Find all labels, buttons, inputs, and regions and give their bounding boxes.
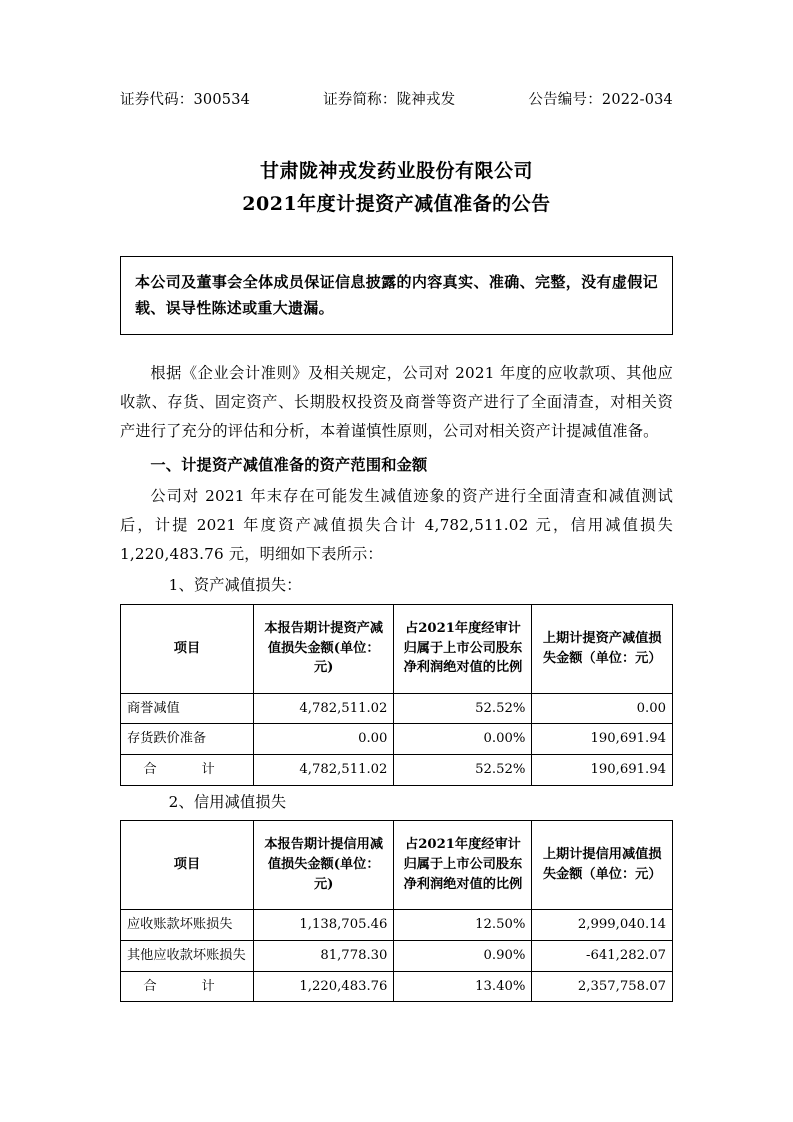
table-header-row [121,821,673,910]
scope-paragraph: 公司对 2021 年末存在可能发生减值迹象的资产进行全面清查和减值测试后，计提 2021 年度资产减值损失合计 4,782,511.02 元，信用减值损失 1,220,483.76 元，明细如下表所示： [120,486,673,564]
table2-row1-ratio: 0.90% [394,940,532,971]
table-row [121,693,673,724]
table1-row0-prior: 0.00 [532,693,673,724]
table2-row2-label: 合 计 [121,971,254,1002]
table2-row2-ratio: 13.40% [394,971,532,1002]
table2-row2-prior: 2,357,758.07 [532,971,673,1002]
section-one-heading: 一、计提资产减值准备的资产范围和金额 [150,455,428,474]
table1-row1-prior: 190,691.94 [532,724,673,755]
table1-row2-ratio: 52.52% [394,755,532,786]
table-row [121,940,673,971]
table1-row2-current: 4,782,511.02 [253,755,394,786]
table2-header-ratio: 占2021年度经审计归属于上市公司股东净利润绝对值的比例 [394,821,532,910]
table2-row1-current: 81,778.30 [253,940,394,971]
security-code: 证券代码：300534 [120,92,251,108]
table1-header-ratio: 占2021年度经审计归属于上市公司股东净利润绝对值的比例 [394,604,532,693]
security-abbreviation: 证券简称：陇神戎发 [323,92,456,108]
table1-row2-prior: 190,691.94 [532,755,673,786]
table2-row2-current: 1,220,483.76 [253,971,394,1002]
intro-paragraph: 根据《企业会计准则》及相关规定，公司对 2021 年度的应收款项、其他应收款、存货、固定资产、长期股权投资及商誉等资产进行了全面清查，对相关资产进行了充分的评估和分析，本着谨慎性原则，公司对相关资产计提减值准备。 [120,364,673,441]
table1-row1-current: 0.00 [253,724,394,755]
company-name: 甘肃陇神戎发药业股份有限公司 [259,160,533,182]
table1-header-prior: 上期计提资产减值损失金额（单位：元） [532,604,673,693]
table1-header-item: 项目 [121,604,254,693]
document-title [120,155,673,222]
table2-row0-prior: 2,999,040.14 [532,910,673,941]
subsection-credit-impairment-heading: 2、信用减值损失 [168,792,287,811]
asset-impairment-table [120,604,673,786]
table2-header-item: 项目 [121,821,254,910]
table1-row2-label: 合 计 [121,755,254,786]
table2-row1-label: 其他应收款坏账损失 [121,940,254,971]
table-total-row [121,971,673,1002]
table2-header-prior: 上期计提信用减值损失金额（单位：元） [532,821,673,910]
table1-row0-current: 4,782,511.02 [253,693,394,724]
table-header-row [121,604,673,693]
document-header [120,88,673,109]
announcement-title: 2021年度计提资产减值准备的公告 [242,193,551,216]
table1-row1-ratio: 0.00% [394,724,532,755]
table-row [121,910,673,941]
table2-row0-ratio: 12.50% [394,910,532,941]
table1-header-current: 本报告期计提资产减值损失金额(单位：元) [253,604,394,693]
subsection-asset-impairment-heading: 1、资产减值损失： [168,576,302,595]
credit-impairment-table [120,820,673,1002]
table1-row0-label: 商誉减值 [121,693,254,724]
disclosure-notice-text: 本公司及董事会全体成员保证信息披露的内容真实、准确、完整，没有虚假记载、误导性陈述或重大遗漏。 [135,272,658,317]
table-row [121,724,673,755]
disclosure-notice-box [120,256,673,336]
table-total-row [121,755,673,786]
table1-row0-ratio: 52.52% [394,693,532,724]
table2-header-current: 本报告期计提信用减值损失金额(单位：元) [253,821,394,910]
table2-row1-prior: -641,282.07 [532,940,673,971]
table2-row0-current: 1,138,705.46 [253,910,394,941]
table2-row0-label: 应收账款坏账损失 [121,910,254,941]
table1-row1-label: 存货跌价准备 [121,724,254,755]
announcement-number: 公告编号：2022-034 [528,92,673,108]
